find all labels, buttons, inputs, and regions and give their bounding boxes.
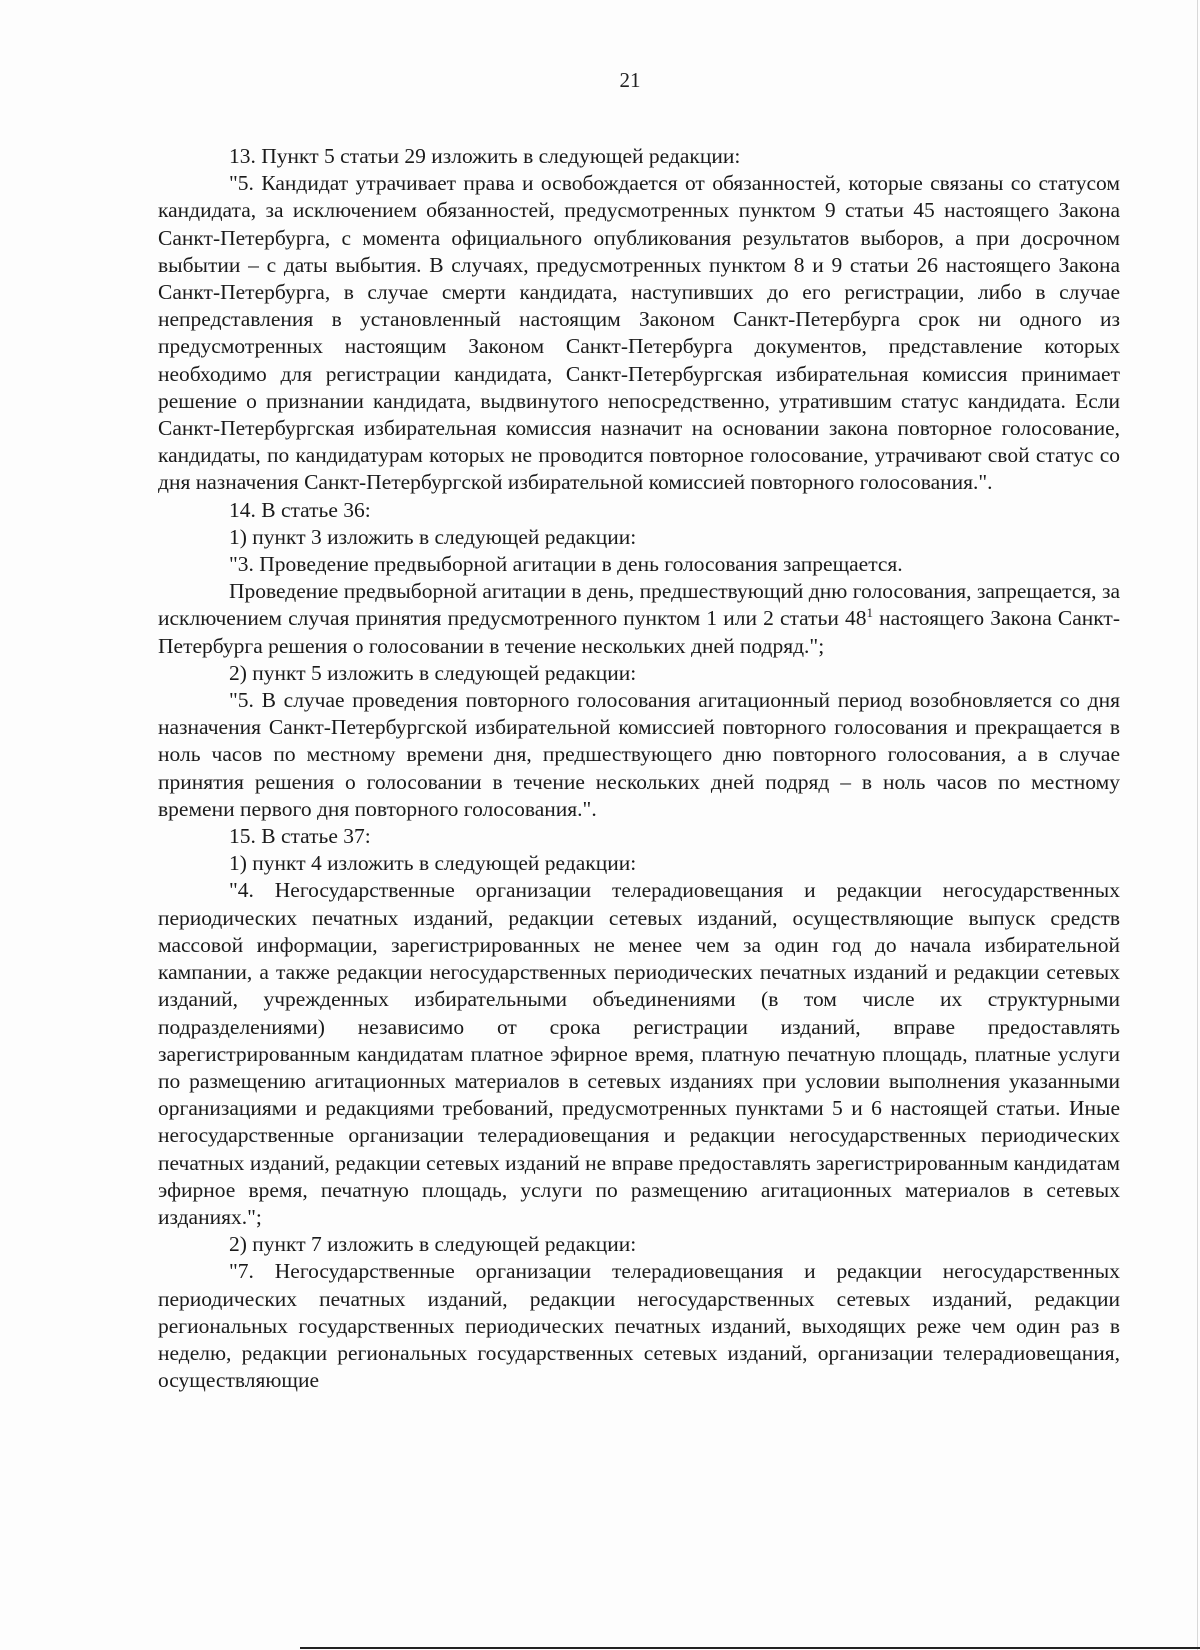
- paragraph-point-5-article-29: "5. Кандидат утрачивает права и освобождается от обязанностей, которые связаны со статусом кандидата, за исключением обязанностей, предусмотренных пунктом 9 статьи 45 настоящего Закона Санкт-Петербурга, с момента официального опубликования результатов выборов, а при досрочном выбытии – с даты выбытия. В случаях, предусмотренных пунктом 8 и 9 статьи 26 настоящего Закона Санкт-Петербурга, в случае смерти кандидата, наступивших до его регистрации, либо в случае непредставления в установленный настоящим Законом Санкт-Петербурга срок ни одного из предусмотренных настоящим Законом Санкт-Петербурга документов, представление которых необходимо для регистрации кандидата, Санкт-Петербургская избирательная комиссия принимает решение о признании кандидата, выдвинутого непосредственно, утратившим статус кандидата. Если Санкт-Петербургская избирательная комиссия назначит на основании закона повторное голосование, кандидаты, по кандидатурам которых не проводится повторное голосование, утрачивают свой статус со дня назначения Санкт-Петербургской избирательной комиссией повторного голосования.".: [158, 171, 1120, 495]
- scan-edge-line: [1197, 0, 1198, 1650]
- page-number: 21: [619, 68, 641, 92]
- paragraph-text-part: Проведение предвыборной агитации в день, предшествующий дню голосования, запрещается, за исключением случая принятия предусмотренного пунктом 1 или 2 статьи 48: [158, 579, 1120, 631]
- paragraph-subitem-1-art37: 1) пункт 4 изложить в следующей редакции:: [229, 851, 637, 876]
- paragraph-subitem-1-art36: 1) пункт 3 изложить в следующей редакции:: [229, 524, 637, 549]
- paragraph-point-5-art36: "5. В случае проведения повторного голосования агитационный период возобновляется со дня назначения Санкт-Петербургской избирательной комиссией повторного голосования и прекращается в ноль часов по местному времени дня, предшествующего дню повторного голосования, а в случае принятия решения о голосовании в течение нескольких дней подряд – в ноль часов по местному времени первого дня повторного голосования.".: [158, 688, 1120, 821]
- paragraph-point-3-art36: "3. Проведение предвыборной агитации в день голосования запрещается.: [229, 552, 903, 577]
- paragraph-subitem-2-art37: 2) пункт 7 изложить в следующей редакции:: [229, 1232, 637, 1257]
- scan-bottom-line: [300, 1647, 1200, 1649]
- paragraph-point-4-art37: "4. Негосударственные организации телерадиовещания и редакции негосударственных периодических печатных изданий, редакции сетевых изданий, осуществляющие выпуск средств массовой информации, зарегистрированных не менее чем за один год до начала избирательной кампании, а также редакции негосударственных периодических печатных изданий и редакции сетевых изданий, учрежденных избирательными объединениями (в том числе их структурными подразделениями) независимо от срока регистрации изданий, вправе предоставлять зарегистрированным кандидатам платное эфирное время, платную печатную площадь, платные услуги по размещению агитационных материалов в сетевых изданиях при условии выполнения указанными организациями и редакциями требований, предусмотренных пунктами 5 и 6 настоящей статьи. Иные негосударственные организации телерадиовещания и редакции негосударственных периодических печатных изданий, редакции сетевых изданий не вправе предоставлять зарегистрированным кандидатам эфирное время, печатную площадь, услуги по размещению агитационных материалов в сетевых изданиях.";: [158, 878, 1120, 1229]
- paragraph-subitem-2-art36: 2) пункт 5 изложить в следующей редакции:: [229, 660, 637, 685]
- paragraph-agitation-day-before: [158, 578, 1120, 660]
- superscript-index: 1: [866, 605, 873, 621]
- paragraph-point-7-art37: "7. Негосударственные организации телерадиовещания и редакции негосударственных периодических печатных изданий, редакции негосударственных сетевых изданий, редакции региональных государственных периодических печатных изданий, выходящих реже чем один раз в неделю, редакции региональных государственных сетевых изданий, организации телерадиовещания, осуществляющие: [158, 1259, 1120, 1393]
- paragraph-text-part: настоящего Закона Санкт-Петербурга решения о голосовании в течение нескольких дней подряд.";: [158, 606, 1120, 658]
- paragraph-item-13: 13. Пункт 5 статьи 29 изложить в следующей редакции:: [229, 144, 741, 168]
- paragraph-item-15: 15. В статье 37:: [229, 824, 371, 849]
- document-body: [158, 143, 1120, 1394]
- paragraph-item-14: 14. В статье 36:: [229, 497, 371, 522]
